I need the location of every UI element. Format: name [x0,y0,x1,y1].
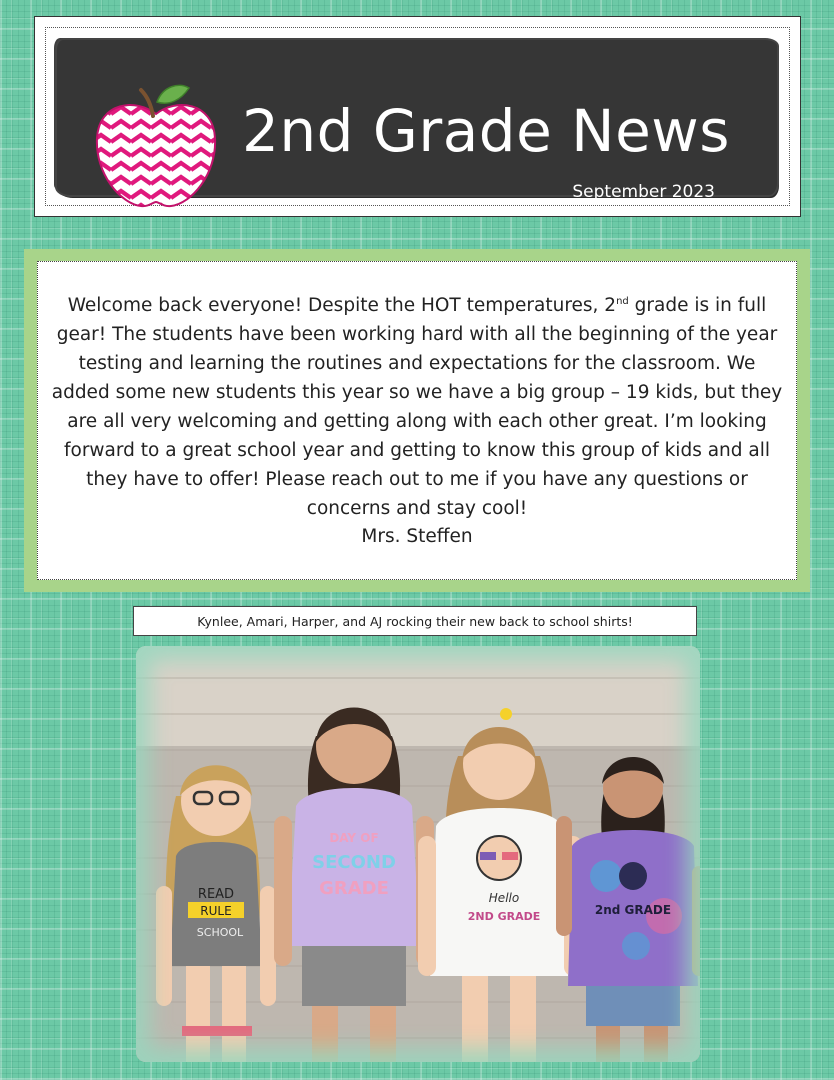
shirt-text: 2ND GRADE [467,910,541,923]
chalkboard-banner [57,40,777,202]
shirt-text: SCHOOL [196,926,244,939]
shirt-text: RULE [200,904,232,918]
shirt-text: SECOND [312,852,396,873]
shirt-text: 2nd GRADE [594,903,672,917]
shirt-text: DAY OF [329,831,379,845]
shirt-text: READ [197,887,235,902]
header-box [34,16,801,217]
welcome-frame [24,249,810,592]
welcome-text-part-2: grade is in full gear! The students have been working hard with all the beginning of the year testing and learning the routines and expectations for the classroom. We added some new students this year so we have a big group – 19 kids, but they are all very welcoming and getting along with each other great. I’m looking forward to a great school year and getting to know this group of kids and all they have to offer! Please reach out to me if you have any questions or concerns and stay cool! [51,295,783,519]
shirt-text: Hello [488,891,520,905]
apple-icon [91,76,221,211]
photo-caption: Kynlee, Amari, Harper, and AJ rocking their new back to school shirts! [133,606,697,636]
shirt-text: GRADE [319,878,389,899]
newsletter-date: September 2023 [572,182,715,202]
welcome-box [37,261,797,580]
teacher-signature: Mrs. Steffen [361,526,473,547]
ordinal-superscript: nd [616,295,629,307]
class-photo [136,646,700,1062]
photo-vignette [136,646,700,1062]
welcome-message [50,291,784,523]
welcome-text-part-1: Welcome back everyone! Despite the HOT temperatures, 2 [67,295,617,316]
newsletter-title: 2nd Grade News [242,97,730,165]
